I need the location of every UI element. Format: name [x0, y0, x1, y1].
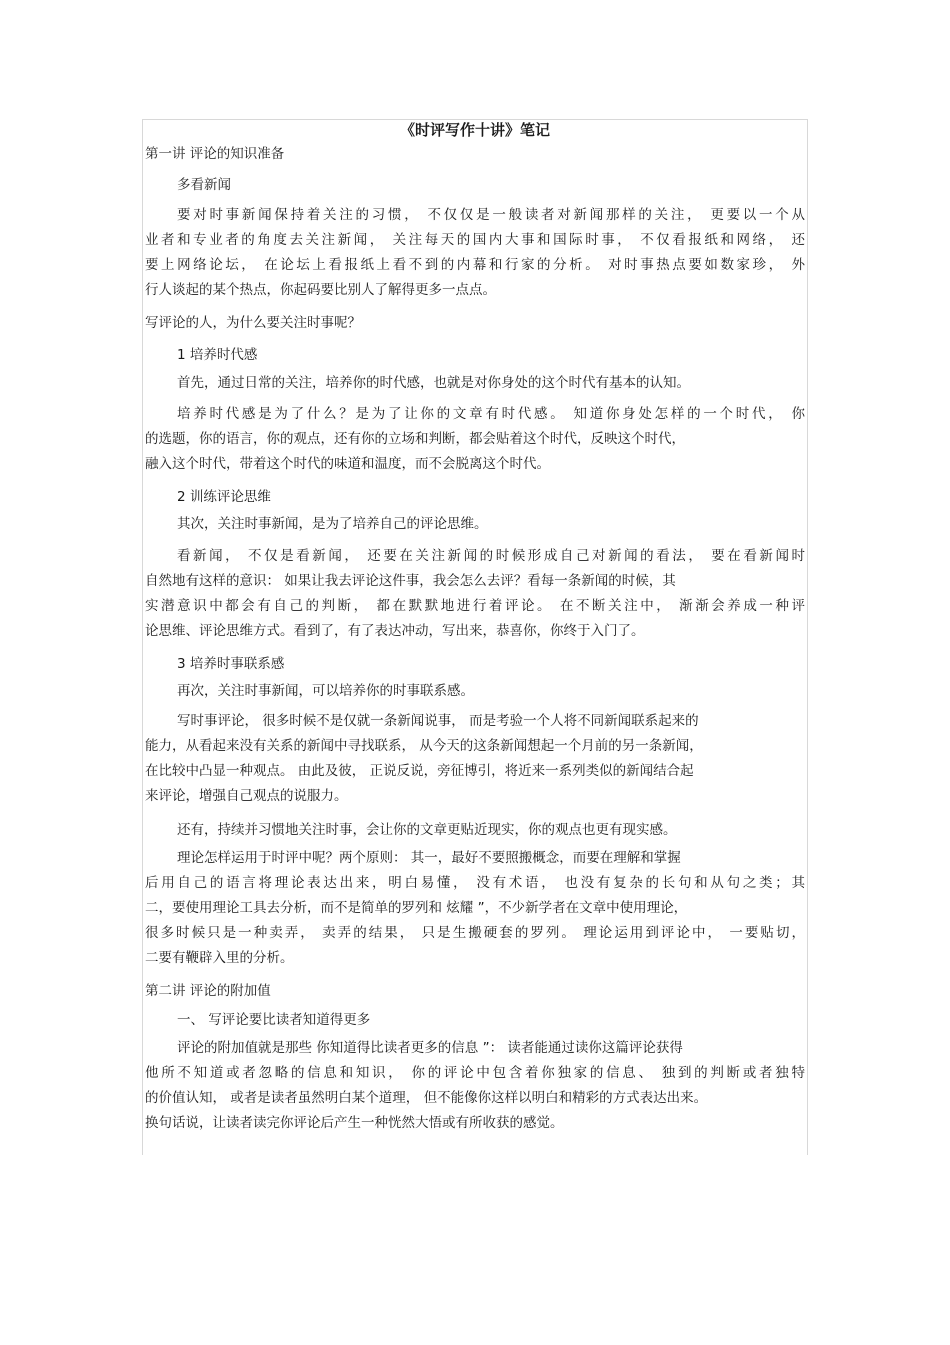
text-line: 理论怎样运用于时评中呢？两个原则： 其一，最好不要照搬概念，而要在理解和掌握 [177, 850, 681, 866]
text-line: 自然地有这样的意识： 如果让我去评论这件事，我会怎么去评？看每一条新闻的时候，其 [145, 573, 676, 589]
text-line: 行人谈起的某个热点，你起码要比别人了解得更多一点点。 [145, 282, 496, 298]
text-line: 的选题，你的语言，你的观点，还有你的立场和判断，都会贴着这个时代，反映这个时代， [145, 431, 685, 447]
point3-heading: 3 培养时事联系感 [177, 656, 285, 672]
text-line: 要对时事新闻保持着关注的习惯， 不仅仅是一般读者对新闻那样的关注， 更要以一个从 [177, 207, 805, 223]
point1-para2 [145, 402, 805, 477]
text-line: 他所不知道或者忽略的信息和知识， 你的评论中包含着你独家的信息、 独到的判断或者独特 [145, 1065, 805, 1081]
lecture1-para1 [145, 203, 805, 303]
text-line: 二要有鞭辟入里的分析。 [145, 950, 294, 966]
text-line: 换句话说，让读者读完你评论后产生一种恍然大悟或有所收获的感觉。 [145, 1115, 564, 1131]
point2-para1: 其次，关注时事新闻，是为了培养自己的评论思维。 [177, 516, 488, 532]
paragraph-theory [145, 846, 805, 971]
lecture2-subheading: 一、 写评论要比读者知道得更多 [177, 1012, 371, 1028]
text-line: 业者和专业者的角度去关注新闻， 关注每天的国内大事和国际时事， 不仅看报纸和网络， 还 [145, 232, 805, 248]
text-line: 来评论，增强自己观点的说服力。 [145, 788, 348, 804]
point1-para1: 首先，通过日常的关注，培养你的时代感，也就是对你身处的这个时代有基本的认知。 [177, 375, 690, 391]
lecture1-heading: 第一讲 评论的知识准备 [145, 146, 285, 162]
text-line: 融入这个时代，带着这个时代的味道和温度，而不会脱离这个时代。 [145, 456, 550, 472]
document-page [145, 119, 805, 1136]
text-line: 很多时候只是一种卖弄， 卖弄的结果， 只是生搬硬套的罗列。 理论运用到评论中， 一要贴切， [145, 925, 805, 941]
point2-para2 [145, 544, 805, 644]
text-line: 论思维、评论思维方式。看到了，有了表达冲动，写出来，恭喜你，你终于入门了。 [145, 623, 645, 639]
lecture2-heading: 第二讲 评论的附加值 [145, 983, 271, 999]
text-line: 二，要使用理论工具去分析，而不是简单的罗列和 炫耀 ”，不少新学者在文章中使用理论， [145, 900, 688, 916]
text-line: 评论的附加值就是那些 你知道得比读者更多的信息 ”： 读者能通过读你这篇评论获得 [177, 1040, 683, 1056]
paragraph-more: 还有，持续并习惯地关注时事，会让你的文章更贴近现实，你的观点也更有现实感。 [177, 822, 677, 838]
text-line: 要上网络论坛， 在论坛上看报纸上看不到的内幕和行家的分析。 对时事热点要如数家珍， 外 [145, 257, 805, 273]
text-line: 能力，从看起来没有关系的新闻中寻找联系， 从今天的这条新闻想起一个月前的另一条新闻， [145, 738, 703, 754]
text-line: 在比较中凸显一种观点。 由此及彼， 正说反说，旁征博引，将近来一系列类似的新闻结合起 [145, 763, 694, 779]
text-line: 实潜意识中都会有自己的判断， 都在默默地进行着评论。 在不断关注中， 渐渐会养成一种评 [145, 598, 805, 614]
lecture1-subheading: 多看新闻 [177, 177, 231, 193]
text-line: 培养时代感是为了什么？是为了让你的文章有时代感。 知道你身处怎样的一个时代， 你 [177, 406, 805, 422]
text-line: 写时事评论， 很多时候不是仅就一条新闻说事， 而是考验一个人将不同新闻联系起来的 [177, 713, 699, 729]
question-line: 写评论的人，为什么要关注时事呢？ [145, 315, 361, 331]
point1-heading: 1 培养时代感 [177, 347, 258, 363]
point3-para2 [145, 709, 805, 809]
document-title: 《时评写作十讲》笔记 [399, 121, 550, 139]
point2-heading: 2 训练评论思维 [177, 489, 271, 505]
text-line: 看新闻， 不仅是看新闻， 还要在关注新闻的时候形成自己对新闻的看法， 要在看新闻时 [177, 548, 805, 564]
lecture2-para1 [145, 1036, 805, 1136]
point3-para1: 再次，关注时事新闻，可以培养你的时事联系感。 [177, 683, 474, 699]
text-line: 的价值认知， 或者是读者虽然明白某个道理， 但不能像你这样以明白和精彩的方式表达出来。 [145, 1090, 708, 1106]
text-line: 后用自己的语言将理论表达出来，明白易懂， 没有术语， 也没有复杂的长句和从句之类；其 [145, 875, 805, 891]
